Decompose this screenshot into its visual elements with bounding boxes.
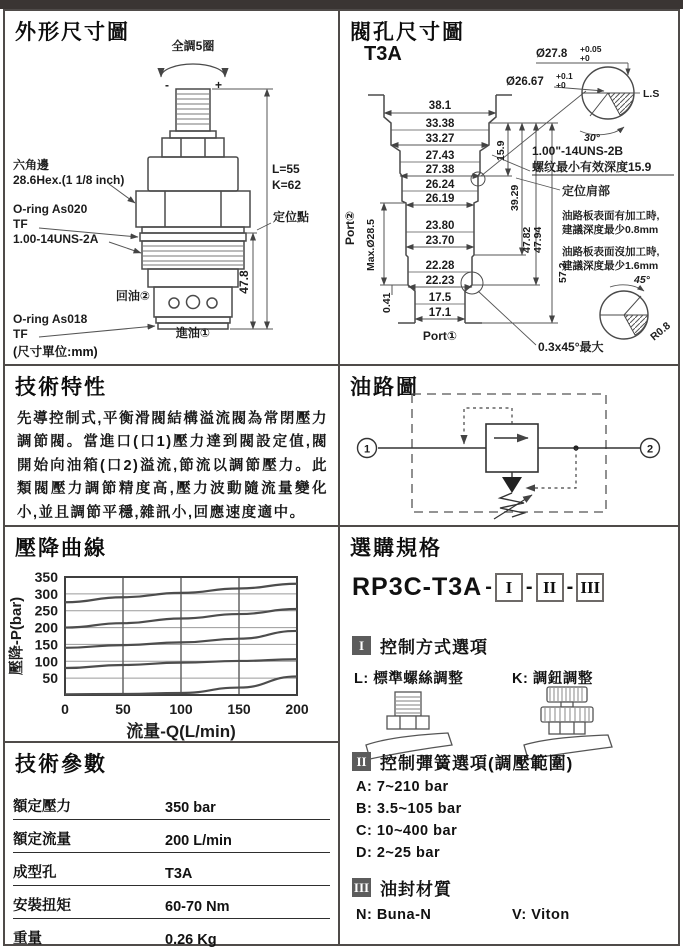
oring018-tf: TF — [13, 327, 28, 339]
panel-title: 閥孔尺寸圖 — [350, 21, 465, 44]
dim-39-29: 39.29 — [509, 184, 521, 211]
note-unmachined-1: 油路板表面沒加工時, — [562, 246, 660, 258]
oring020-tf: TF — [13, 217, 28, 231]
cavity-drawing — [340, 33, 678, 363]
valve-body-outline — [136, 64, 250, 329]
param-label: 重量 — [13, 931, 42, 947]
full-adjust-label: 全調5圈 — [171, 39, 215, 53]
pressure-drop-chart — [5, 553, 338, 741]
table-row — [13, 919, 330, 949]
dim-27-43: 27.43 — [425, 150, 455, 162]
option-k-label: K: 調鈕調整 — [512, 671, 593, 687]
dim-22-28: 22.28 — [425, 260, 455, 272]
model-dash: - — [566, 576, 574, 598]
panel-title: 技術特性 — [15, 376, 107, 399]
dim-57-2: 57.2 — [557, 262, 569, 283]
x-tick-label: 0 — [61, 701, 69, 717]
section-1-title: 控制方式選項 — [380, 638, 488, 657]
dim-23-80: 23.80 — [425, 220, 455, 232]
x-tick-label: 100 — [169, 701, 193, 717]
thread-2b-label: 1.00"-14UNS-2B — [532, 144, 624, 158]
y-axis-label: 壓降-P(bar) — [8, 596, 25, 676]
dim-22-23: 22.23 — [425, 275, 455, 287]
poppet-symbol — [502, 477, 522, 493]
max-dia-label: Max.Ø28.5 — [365, 219, 377, 271]
note-machined-1: 油路板表面有加工時, — [562, 210, 660, 222]
panel-title: 技術參數 — [15, 753, 107, 776]
x-tick-label: 200 — [285, 701, 309, 717]
param-value: 60-70 Nm — [165, 899, 230, 915]
model-code-row — [352, 573, 604, 602]
dia-27-8: Ø27.8 — [536, 48, 568, 60]
oring020-label: O-ring As020 — [13, 202, 88, 216]
cavity-dim-lines — [380, 91, 586, 345]
k-dim: K=62 — [272, 178, 302, 192]
r0-8-label: R0.8 — [648, 319, 673, 344]
port1-label: Port① — [422, 329, 458, 343]
x-axis-label: 流量-Q(L/min) — [126, 722, 236, 741]
panel-technical-parameters — [3, 741, 340, 946]
page-top-bar — [0, 0, 683, 9]
panel-technical-features — [3, 364, 340, 527]
y-tick-label: 100 — [34, 653, 58, 670]
l-dim: L=55 — [272, 162, 300, 176]
hex-label: 六角邊 — [13, 158, 50, 172]
ls-label: L.S — [643, 88, 660, 100]
oring018-label: O-ring As018 — [13, 312, 88, 326]
section-1-header — [352, 633, 488, 658]
panel-outline-dimensions — [3, 9, 340, 366]
tol-26-67-lo: +0 — [556, 80, 566, 90]
tol-27-8-lo: +0 — [580, 53, 590, 63]
dim-15-9: 15.9 — [495, 140, 507, 161]
dim-17-1: 17.1 — [428, 307, 452, 319]
cavity-detail-bottom — [600, 285, 648, 339]
param-value: 200 L/min — [165, 833, 232, 849]
dim-26-24: 26.24 — [425, 179, 455, 191]
dim-23-70: 23.70 — [425, 235, 455, 247]
option-l-label: L: 標準螺絲調整 — [354, 671, 464, 687]
panel-cavity-dimensions — [338, 9, 680, 366]
param-label: 額定壓力 — [13, 799, 71, 815]
model-code: RP3C-T3A — [352, 573, 483, 601]
param-value: T3A — [165, 866, 193, 882]
y-tick-label: 150 — [34, 636, 58, 653]
y-tick-label: 200 — [34, 619, 58, 636]
minus-sign: - — [165, 78, 169, 92]
model-code-box-1: I — [495, 573, 523, 602]
locating-point-label: 定位點 — [273, 210, 310, 224]
table-row — [13, 820, 330, 853]
thread-label: 1.00-14UNS-2A — [13, 232, 99, 246]
panel-title: 壓降曲線 — [15, 537, 107, 560]
height-dim: 47.8 — [237, 270, 251, 294]
valve-symbol-body — [486, 424, 538, 472]
valve-outline-drawing — [5, 37, 338, 339]
param-label: 成型孔 — [13, 865, 57, 881]
plus-sign: + — [215, 78, 223, 92]
panel-ordering-specs — [338, 525, 680, 946]
tol-27-8-hi: +0.05 — [580, 44, 602, 54]
parameters-table — [13, 787, 330, 949]
port2-number: 2 — [646, 443, 654, 456]
angle-30-label: 30° — [584, 132, 600, 144]
section-2-title: 控制彈簧選項(調壓範圍) — [380, 754, 574, 773]
dim-26-19: 26.19 — [425, 193, 455, 205]
x-tick-label: 50 — [115, 701, 131, 717]
x-tick-label: 150 — [227, 701, 251, 717]
dim-33-38: 33.38 — [425, 118, 455, 130]
dim-38-1: 38.1 — [428, 100, 452, 112]
shoulder-label: 定位肩部 — [562, 184, 611, 198]
section-2-header — [352, 749, 573, 774]
dim-47-82: 47.82 — [521, 226, 533, 253]
unit-note: (尺寸單位:mm) — [13, 345, 98, 359]
panel-title: 油路圖 — [350, 376, 419, 399]
model-code-box-3: III — [576, 573, 604, 602]
features-body-text: 先導控制式,平衡滑閥結構溢流閥為常閉壓力調節閥。當進口(口1)壓力達到閥設定值,閥開始向油箱(口2)溢流,節流以調節壓力。此類閥壓力調節精度高,壓力波動隨流量變化小,並且調節平穩,雜訊小,回應速度適中。 — [17, 411, 328, 521]
angle-45-label: 45° — [634, 274, 650, 286]
section-2-badge: II — [352, 752, 371, 771]
section-3-header — [352, 875, 452, 900]
dim-0-41: 0.41 — [381, 292, 393, 313]
param-label: 安裝扭矩 — [13, 898, 71, 914]
tol-26-67-hi: +0.1 — [556, 71, 573, 81]
chamfer-note: 0.3x45°最大 — [538, 340, 604, 354]
model-dash: - — [525, 576, 533, 598]
table-row — [13, 853, 330, 886]
seal-option-n: N: Buna-N — [356, 907, 432, 923]
dim-47-94: 47.94 — [532, 226, 544, 253]
spring-option-d: D: 2~25 bar — [356, 845, 441, 861]
spring-option-a: A: 7~210 bar — [356, 779, 449, 795]
thread-depth-note: 螺纹最小有效深度15.9 — [532, 160, 652, 174]
panel-title: 外形尺寸圖 — [15, 21, 130, 44]
note-unmachined-2: 建議深度最少1.6mm — [562, 260, 659, 272]
table-row — [13, 787, 330, 820]
model-dash: - — [485, 576, 492, 598]
param-value: 0.26 Kg — [165, 932, 217, 948]
port1-number: 1 — [363, 443, 371, 456]
port2-label: Port② — [343, 210, 357, 245]
model-code-box-2: II — [536, 573, 564, 602]
table-row — [13, 886, 330, 919]
section-3-title: 油封材質 — [380, 880, 452, 899]
dia-26-67: Ø26.67 — [506, 76, 544, 88]
dim-17-5: 17.5 — [428, 292, 452, 304]
param-label: 額定流量 — [13, 832, 71, 848]
section-1-badge: I — [352, 636, 371, 655]
panel-title: 選購規格 — [350, 537, 442, 560]
spring-option-b: B: 3.5~105 bar — [356, 801, 462, 817]
hex-size-label: 28.6Hex.(1 1/8 inch) — [13, 173, 125, 187]
panel-hydraulic-circuit — [338, 364, 680, 527]
circuit-diagram — [340, 390, 678, 525]
y-tick-label: 350 — [34, 569, 58, 585]
cavity-code: T3A — [364, 43, 402, 65]
dim-27-38: 27.38 — [425, 164, 455, 176]
inlet-port-label: 進油① — [175, 326, 211, 339]
seal-option-v: V: Viton — [512, 907, 570, 923]
panel-pressure-drop-curve — [3, 525, 340, 743]
y-tick-label: 250 — [34, 602, 58, 619]
y-tick-label: 300 — [34, 585, 58, 602]
spring-option-c: C: 10~400 bar — [356, 823, 458, 839]
section-3-badge: III — [352, 878, 371, 897]
param-value: 350 bar — [165, 800, 216, 816]
dim-33-27: 33.27 — [425, 133, 455, 145]
note-machined-2: 建議深度最少0.8mm — [562, 224, 659, 236]
y-tick-label: 50 — [42, 670, 58, 687]
return-port-label: 回油② — [115, 289, 150, 303]
